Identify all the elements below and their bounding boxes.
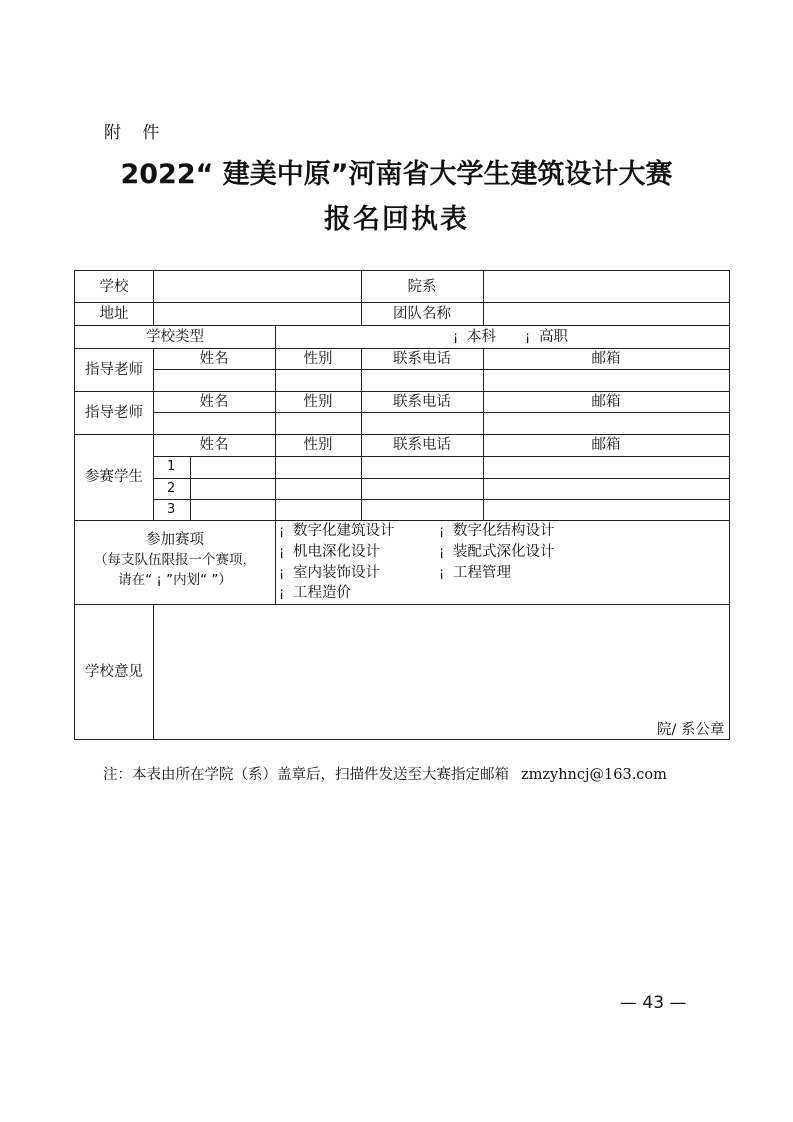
checkbox-icon: ¡ <box>279 545 285 560</box>
col-divider <box>361 348 362 520</box>
col-divider <box>483 271 484 325</box>
student-number-3: 3 <box>167 502 176 517</box>
address-label: 地址 <box>99 306 129 322</box>
row-divider <box>75 520 729 521</box>
registration-form-table <box>74 270 730 740</box>
row-divider <box>75 348 729 349</box>
checkbox-icon: ¡ <box>439 566 445 581</box>
row-divider <box>75 325 729 326</box>
submission-note <box>103 763 667 784</box>
document-subtitle: 报名回执表 <box>324 204 469 235</box>
events-instruction-line1: （每支队伍限报一个赛项， <box>94 552 256 568</box>
student-number-2: 2 <box>167 481 176 496</box>
event-label: 机电深化设计 <box>293 544 380 560</box>
student-number-1: 1 <box>167 459 176 474</box>
row-divider <box>153 412 729 413</box>
col-divider <box>153 271 154 325</box>
col-header-email: 邮箱 <box>591 437 621 453</box>
col-header-email: 邮箱 <box>591 394 621 410</box>
col-header-name: 姓名 <box>199 394 229 410</box>
row-divider <box>153 456 729 457</box>
col-divider <box>153 604 154 739</box>
row-divider <box>153 478 729 479</box>
checkbox-icon: ¡ <box>453 330 459 345</box>
attachment-label: 附 件 <box>104 123 168 143</box>
document-title: 2022“ 建美中原”河南省大学生建筑设计大赛 <box>120 159 673 190</box>
event-option-cost-engineering[interactable] <box>279 583 351 604</box>
checkbox-icon: ¡ <box>439 545 445 560</box>
option-label: 高职 <box>539 329 568 345</box>
col-header-email: 邮箱 <box>591 351 621 367</box>
school-label: 学校 <box>99 279 129 295</box>
col-header-phone: 联系电话 <box>393 351 451 367</box>
event-option-digital-structure[interactable] <box>439 521 555 542</box>
contact-email[interactable]: zmzyhncj@163.com <box>521 767 667 783</box>
events-instruction-line2: 请在“ ¡ ”内划“ ”） <box>118 572 232 588</box>
col-divider <box>483 348 484 520</box>
row-divider <box>153 369 729 370</box>
option-label: 本科 <box>467 329 496 345</box>
event-option-project-management[interactable] <box>439 563 511 584</box>
row-divider <box>75 604 729 605</box>
checkbox-icon: ¡ <box>279 586 285 601</box>
col-header-gender: 性别 <box>303 351 333 367</box>
event-option-digital-architecture[interactable] <box>279 521 395 542</box>
row-divider <box>75 434 729 435</box>
page-number: — 43 — <box>620 993 687 1013</box>
school-type-option-vocational[interactable] <box>525 328 568 347</box>
col-divider <box>275 348 276 520</box>
school-type-option-undergrad[interactable] <box>453 328 496 347</box>
event-label: 装配式深化设计 <box>453 544 555 560</box>
col-header-gender: 性别 <box>303 394 333 410</box>
checkbox-icon: ¡ <box>525 330 531 345</box>
col-divider <box>275 325 276 348</box>
col-header-phone: 联系电话 <box>393 394 451 410</box>
col-header-name: 姓名 <box>199 351 229 367</box>
col-header-phone: 联系电话 <box>393 437 451 453</box>
seal-label: 院/ 系公章 <box>657 722 725 738</box>
col-divider <box>275 520 276 604</box>
events-label: 参加赛项 <box>146 532 204 548</box>
event-label: 数字化建筑设计 <box>293 523 395 539</box>
school-opinion-label: 学校意见 <box>85 664 143 680</box>
col-divider <box>190 456 191 520</box>
col-header-gender: 性别 <box>303 437 333 453</box>
advisor-2-label: 指导老师 <box>85 405 143 421</box>
event-label: 数字化结构设计 <box>453 523 555 539</box>
row-divider <box>75 391 729 392</box>
department-label: 院系 <box>407 279 437 295</box>
checkbox-icon: ¡ <box>279 524 285 539</box>
event-label: 工程造价 <box>293 585 351 601</box>
note-text: 注：本表由所在学院（系）盖章后，扫描件发送至大赛指定邮箱 <box>103 767 509 783</box>
checkbox-icon: ¡ <box>279 566 285 581</box>
row-divider <box>153 499 729 500</box>
students-label: 参赛学生 <box>85 469 143 485</box>
col-header-name: 姓名 <box>199 437 229 453</box>
team-name-label: 团队名称 <box>393 306 451 322</box>
event-option-interior-design[interactable] <box>279 563 380 584</box>
event-label: 工程管理 <box>453 565 511 581</box>
checkbox-icon: ¡ <box>439 524 445 539</box>
school-type-label: 学校类型 <box>146 329 204 345</box>
row-divider <box>75 302 729 303</box>
event-option-prefab-design[interactable] <box>439 542 555 563</box>
event-label: 室内装饰设计 <box>293 565 380 581</box>
advisor-1-label: 指导老师 <box>85 362 143 378</box>
col-divider <box>153 348 154 520</box>
event-option-mep-design[interactable] <box>279 542 380 563</box>
